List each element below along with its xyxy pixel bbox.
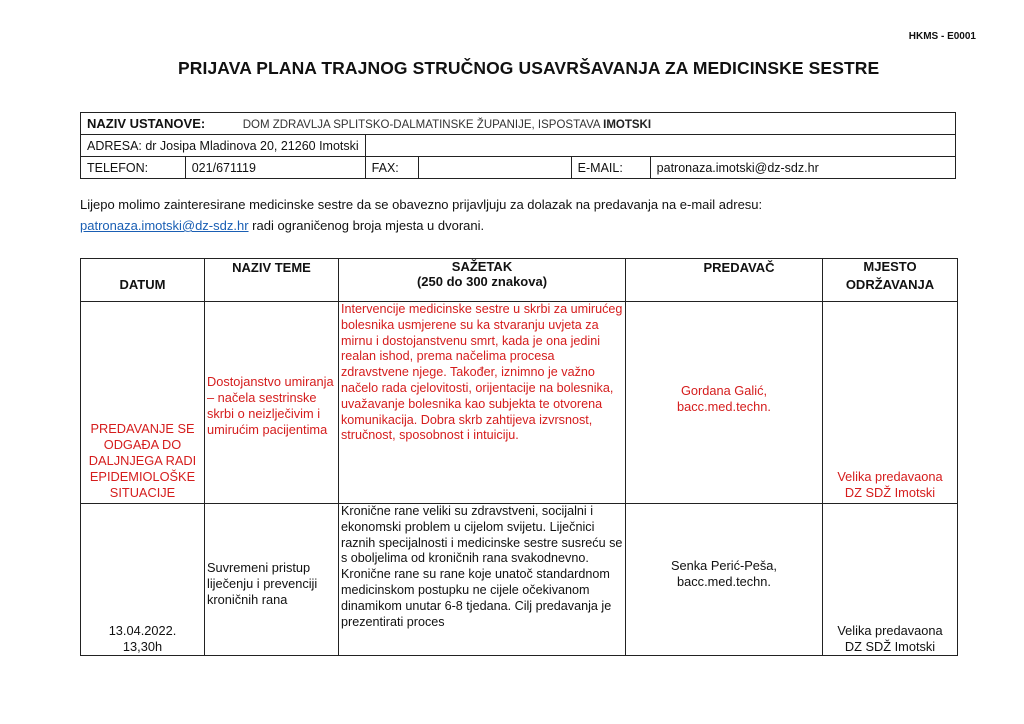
institution-name-label: NAZIV USTANOVE: xyxy=(87,116,206,131)
fax-label: FAX: xyxy=(371,160,399,175)
email-value: patronaza.imotski@dz-sdz.hr xyxy=(656,160,819,175)
phone-label-cell xyxy=(81,157,186,179)
row2-tema: Suvremeni pristup liječenju i prevenciji kroničnih rana xyxy=(205,504,339,656)
intro-line-2: radi ograničenog broja mjesta u dvorani. xyxy=(248,218,485,233)
phone-value-cell xyxy=(185,157,365,179)
header-sazetak: SAŽETAK (250 do 300 znakova) xyxy=(339,259,626,302)
row1-datum: PREDAVANJE SE ODGAĐA DO DALJNJEGA RADI EPIDEMIOLOŠKE SITUACIJE xyxy=(81,302,205,504)
table-row xyxy=(81,504,958,656)
header-sazetak-sub: (250 do 300 znakova) xyxy=(416,274,548,289)
table-header-row xyxy=(81,259,958,302)
email-value-cell xyxy=(650,157,955,179)
fax-label-cell xyxy=(365,157,418,179)
header-datum: DATUM xyxy=(81,259,205,302)
email-label-cell xyxy=(571,157,650,179)
fax-value-cell xyxy=(418,157,571,179)
institution-name-row xyxy=(81,113,956,135)
row2-sazetak: Kronične rane veliki su zdravstveni, socijalni i ekonomski problem u cijelom svijetu. Liječnici raznih specijalnosti i medicinske sestre susreću se s oboljelima od kroničnih rana svakodnevno. Kronične rane su rane koje unatoč standardnom medicinskom postupku ne cijele očekivanom dinamikom unutar 6-8 tjedana. Cilj predavanja je prezentirati proces xyxy=(339,504,626,656)
row1-sazetak: Intervencije medicinske sestre u skrbi za umirućeg bolesnika usmjerene su ka stvaranju uvjeta za mirnu i dostojanstvenu smrt, kada je ona jedini realan ishod, prema načelima procesa zdravstvene njege. Također, iznimno je važno načelo rada cjelovitosti, orijentacije na bolesnika, uvažavanje bolesnika kao subjekta te otvorena komunikacija. Dobra skrb zahtijeva izvrsnost, stručnost, sposobnost i intuiciju. xyxy=(339,302,626,504)
header-naziv-teme: NAZIV TEME xyxy=(205,259,339,302)
address-text: ADRESA: dr Josipa Mladinova 20, 21260 Imotski xyxy=(87,138,359,153)
intro-paragraph xyxy=(80,194,960,236)
email-label: E-MAIL: xyxy=(577,160,623,175)
row1-mjesto: Velika predavaona DZ SDŽ Imotski xyxy=(823,302,958,504)
row2-mjesto: Velika predavaona DZ SDŽ Imotski xyxy=(823,504,958,656)
phone-value: 021/671119 xyxy=(191,160,256,175)
phone-label: TELEFON: xyxy=(87,160,149,175)
intro-line-1: Lijepo molimo zainteresirane medicinske sestre da se obavezno prijavljuju za dolazak na predavanja na e-mail adresu: xyxy=(80,197,763,212)
lectures-table xyxy=(80,258,958,656)
address-empty-cell xyxy=(365,135,955,157)
table-row xyxy=(81,302,958,504)
institution-name-bold: IMOTSKI xyxy=(603,119,652,131)
page-title: PRIJAVA PLANA TRAJNOG STRUČNOG USAVRŠAVANJA ZA MEDICINSKE SESTRE xyxy=(178,58,880,78)
email-link[interactable]: patronaza.imotski@dz-sdz.hr xyxy=(80,218,249,233)
institution-info-table xyxy=(80,112,956,179)
header-mjesto: MJESTO ODRŽAVANJA xyxy=(823,259,958,302)
row1-tema: Dostojanstvo umiranja – načela sestrinske skrbi o neizlječivim i umirućim pacijentima xyxy=(205,302,339,504)
row2-predavac: Senka Perić-Peša, bacc.med.techn. xyxy=(626,504,823,656)
row2-datum: 13.04.2022. 13,30h xyxy=(81,504,205,656)
address-cell xyxy=(81,135,366,157)
header-predavac: PREDAVAČ xyxy=(626,259,823,302)
document-code: HKMS - E0001 xyxy=(908,31,976,42)
row1-predavac: Gordana Galić, bacc.med.techn. xyxy=(626,302,823,504)
institution-name-value: DOM ZDRAVLJA SPLITSKO-DALMATINSKE ŽUPANIJE, ISPOSTAVA IMOTSKI xyxy=(242,119,652,131)
